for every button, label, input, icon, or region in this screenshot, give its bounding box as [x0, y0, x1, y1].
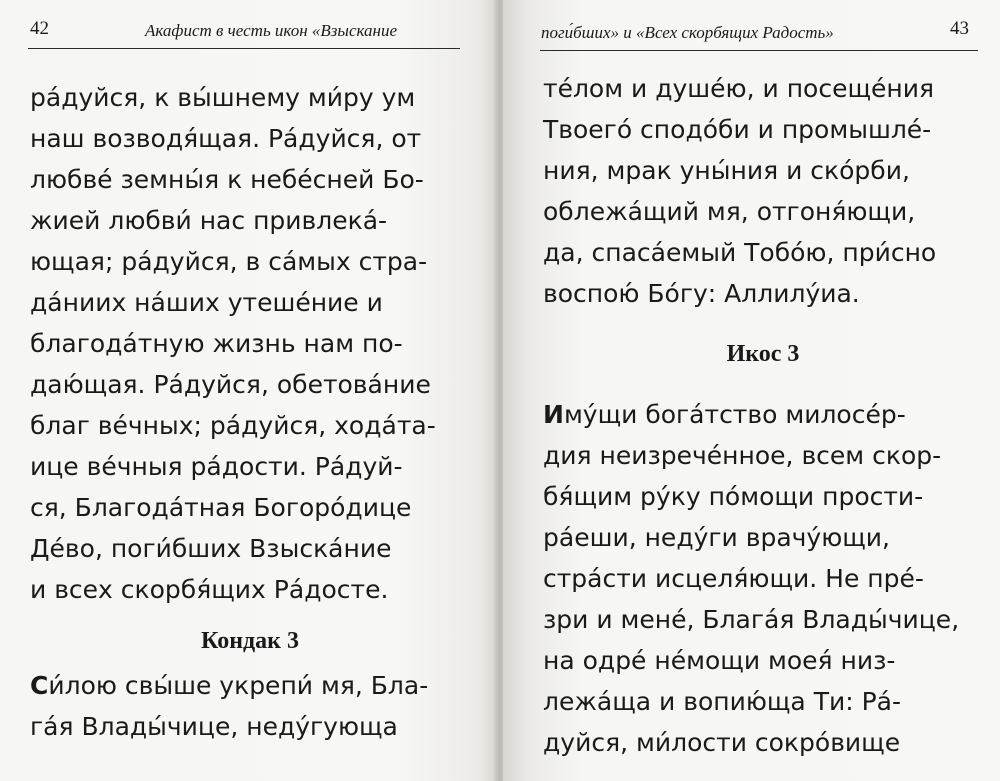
text-line-rest: му́щи бога́тство милосе́р-	[563, 400, 906, 429]
text-line: облежа́щий мя, отгоня́ющи,	[543, 197, 916, 226]
drop-cap: И	[543, 400, 564, 429]
right-page-number: 43	[950, 18, 969, 39]
text-line: благода́тную жизнь нам по-	[30, 329, 403, 358]
text-line: ра́еши, неду́ги врачу́ющи,	[543, 523, 890, 552]
text-line-rest: и́лою свы́ше укрепи́ мя, Бла-	[48, 671, 429, 700]
text-line: ся, Благода́тная Богоро́дице	[30, 493, 412, 522]
text-line	[30, 665, 470, 706]
right-body-text	[543, 68, 983, 763]
text-line: дуйся, ми́лости сокро́вище	[543, 728, 901, 757]
text-line: ния, мрак уны́ния и ско́рби,	[543, 156, 910, 185]
text-line: Де́во, поги́бших Взыска́ние	[30, 534, 392, 563]
right-running-head: поги́бших» и «Всех скорбящих Радость»	[541, 23, 834, 42]
text-line: воспою́ Бо́гу: Аллилу́иа.	[543, 279, 860, 308]
text-line	[543, 394, 983, 435]
left-running-head: Акафист в честь икон «Взыскание	[145, 21, 397, 40]
right-header-rule	[540, 50, 978, 51]
left-page-header	[0, 18, 497, 48]
text-line: жией любви́ нас привлека́-	[30, 206, 388, 235]
text-line: и всех скорбя́щих Ра́досте.	[30, 575, 389, 604]
section-heading-ikos: Икос 3	[726, 341, 800, 367]
left-page-number: 42	[30, 18, 49, 39]
section-heading-kondak: Кондак 3	[200, 628, 299, 654]
text-line: те́лом и душе́ю, и посеще́ния	[543, 74, 935, 103]
text-line: наш возводя́щая. Ра́дуйся, от	[30, 124, 422, 153]
text-line: Твоего́ сподо́би и промышле́-	[543, 115, 932, 144]
text-line: бя́щим ру́ку по́мощи прости-	[543, 482, 924, 511]
text-line: стра́сти исцеля́ющи. Не пре́-	[543, 564, 924, 593]
text-line: ющая; ра́дуйся, в са́мых стра-	[30, 247, 428, 276]
text-line: даю́щая. Ра́дуйся, обетова́ние	[30, 370, 431, 399]
left-header-rule	[28, 48, 460, 49]
text-line: зри и мене́, Блага́я Влады́чице,	[543, 605, 960, 634]
text-line: благ ве́чных; ра́дуйся, хода́та-	[30, 411, 436, 440]
left-page	[0, 0, 497, 781]
text-line: да, спаса́емый Тобо́ю, при́сно	[543, 238, 937, 267]
text-line: ице ве́чныя ра́дости. Ра́дуй-	[30, 452, 403, 481]
text-line: на одре́ не́мощи моея́ низ-	[543, 646, 896, 675]
drop-cap: С	[30, 671, 49, 700]
right-page-header	[503, 18, 1000, 48]
text-line: га́я Влады́чице, неду́гующа	[30, 712, 398, 741]
text-line: любве́ земны́я к небе́сней Бо-	[30, 165, 424, 194]
text-line: дия неизрече́нное, всем скор-	[543, 441, 942, 470]
right-page	[503, 0, 1000, 781]
text-line: ра́дуйся, к вы́шнему ми́ру ум	[30, 83, 416, 112]
text-line: да́ниих на́ших утеше́ние и	[30, 288, 383, 317]
left-body-text	[30, 77, 470, 747]
text-line: лежа́ща и вопию́ща Ти: Ра́-	[543, 687, 901, 716]
